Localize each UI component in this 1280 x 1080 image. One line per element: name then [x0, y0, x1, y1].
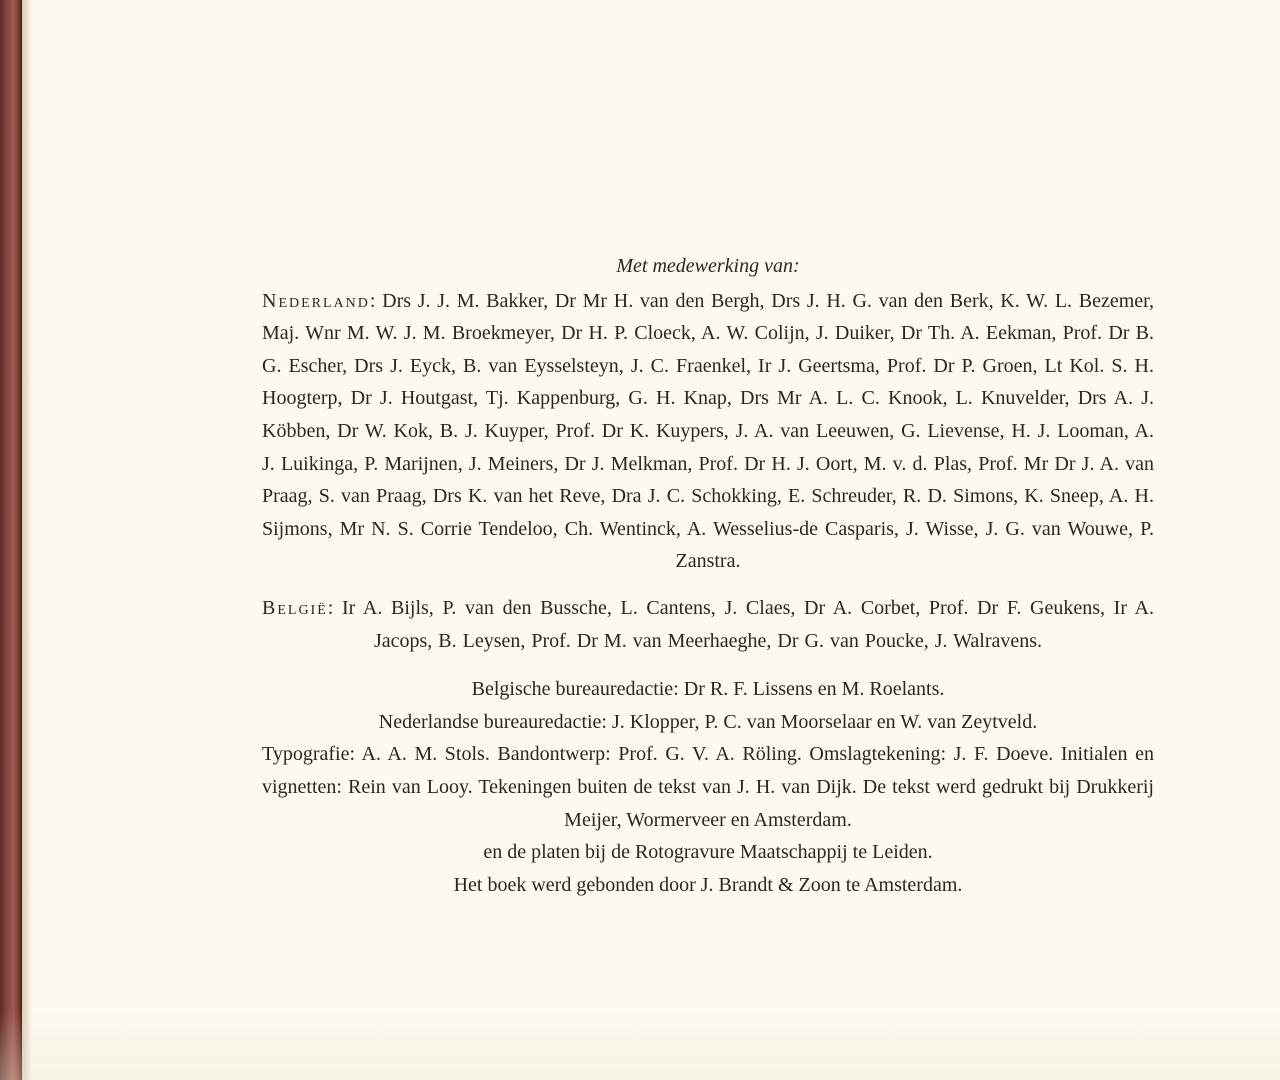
belgie-names: Ir A. Bijls, P. van den Bussche, L. Cantens, J. Claes, Dr A. Corbet, Prof. Dr F. Geukens, Ir A. Jacops, B. Leysen, Prof. Dr M. van Meerhaeghe, Dr G. van Poucke, J. Walravens.	[342, 596, 1154, 652]
book-spine	[0, 0, 22, 1080]
page-bottom-shade	[0, 1010, 1280, 1080]
belgie-paragraph: België: Ir A. Bijls, P. van den Bussche, L. Cantens, J. Claes, Dr A. Corbet, Prof. Dr F. Geukens, Ir A. Jacops, B. Leysen, Prof. Dr M. van Meerhaeghe, Dr G. van Poucke, J. Walravens.	[262, 596, 1154, 652]
colophon	[262, 250, 1154, 901]
contributors-belgie	[262, 592, 1154, 657]
production-credits: Typografie: A. A. M. Stols. Bandontwerp: Prof. G. V. A. Röling. Omslagtekening: J. F. Doeve. Initialen en vignetten: Rein van Looy. Tekeningen buiten de tekst van J. H. van Dijk. De tekst werd gedrukt bij Drukkerij Meijer, Wormerveer en Amsterdam.	[262, 743, 1154, 831]
contributors-nederland	[262, 285, 1154, 578]
dutch-editors: Nederlandse bureauredactie: J. Klopper, P. C. van Moorselaar en W. van Zeytveld.	[378, 710, 1038, 733]
nederland-names: Drs J. J. M. Bakker, Dr Mr H. van den Bergh, Drs J. H. G. van den Berk, K. W. L. Bezemer, Maj. Wnr M. W. J. M. Broekmeyer, Dr H. P. Cloeck, A. W. Colijn, J. Duiker, Dr Th. A. Eekman, Prof. Dr B. G. Escher, Drs J. Eyck, B. van Eysselsteyn, J. C. Fraenkel, Ir J. Geertsma, Prof. Dr P. Groen, Lt Kol. S. H. Hoogterp, Dr J. Houtgast, Tj. Kappenburg, G. H. Knap, Drs Mr A. L. C. Knook, L. Knuvelder, Drs A. J. Köbben, Dr W. Kok, B. J. Kuyper, Prof. Dr K. Kuypers, J. A. van Leeuwen, G. Lievense, H. J. Looman, A. J. Luikinga, P. Marijnen, J. Meiners, Dr J. Melkman, Prof. Dr H. J. Oort, M. v. d. Plas, Prof. Mr Dr J. A. van Praag, S. van Praag, Drs K. van het Reve, Dra J. C. Schokking, E. Schreuder, R. D. Simons, K. Sneep, A. H. Sijmons, Mr N. S. Corrie Tendeloo, Ch. Wentinck, A. Wesselius-de Casparis, J. Wisse, J. G. van Wouwe, P. Zanstra.	[262, 289, 1154, 573]
country-label-nederland: Nederland	[262, 289, 370, 312]
nederland-paragraph: Nederland: Drs J. J. M. Bakker, Dr Mr H. van den Bergh, Drs J. H. G. van den Berk, K. W. L. Bezemer, Maj. Wnr M. W. J. M. Broekmeyer, Dr H. P. Cloeck, A. W. Colijn, J. Duiker, Dr Th. A. Eekman, Prof. Dr B. G. Escher, Drs J. Eyck, B. van Eysselsteyn, J. C. Fraenkel, Ir J. Geertsma, Prof. Dr P. Groen, Lt Kol. S. H. Hoogterp, Dr J. Houtgast, Tj. Kappenburg, G. H. Knap, Drs Mr A. L. C. Knook, L. Knuvelder, Drs A. J. Köbben, Dr W. Kok, B. J. Kuyper, Prof. Dr K. Kuypers, J. A. van Leeuwen, G. Lievense, H. J. Looman, A. J. Luikinga, P. Marijnen, J. Meiners, Dr J. Melkman, Prof. Dr H. J. Oort, M. v. d. Plas, Prof. Mr Dr J. A. van Praag, S. van Praag, Drs K. van het Reve, Dra J. C. Schokking, E. Schreuder, R. D. Simons, K. Sneep, A. H. Sijmons, Mr N. S. Corrie Tendeloo, Ch. Wentinck, A. Wesselius-de Casparis, J. Wisse, J. G. van Wouwe, P. Zanstra.	[262, 289, 1154, 573]
page-gutter	[22, 0, 32, 1080]
credits	[262, 673, 1154, 901]
belgian-editors: Belgische bureauredactie: Dr R. F. Lissens en M. Roelants.	[471, 678, 945, 701]
binding-credit: Het boek werd gebonden door J. Brandt & Zoon te Amsterdam.	[453, 873, 963, 896]
colophon-title: Met medewerking van:	[616, 255, 800, 277]
country-label-belgie: België	[262, 596, 328, 619]
plates-credit: en de platen bij de Rotogravure Maatschappij te Leiden.	[483, 841, 933, 864]
